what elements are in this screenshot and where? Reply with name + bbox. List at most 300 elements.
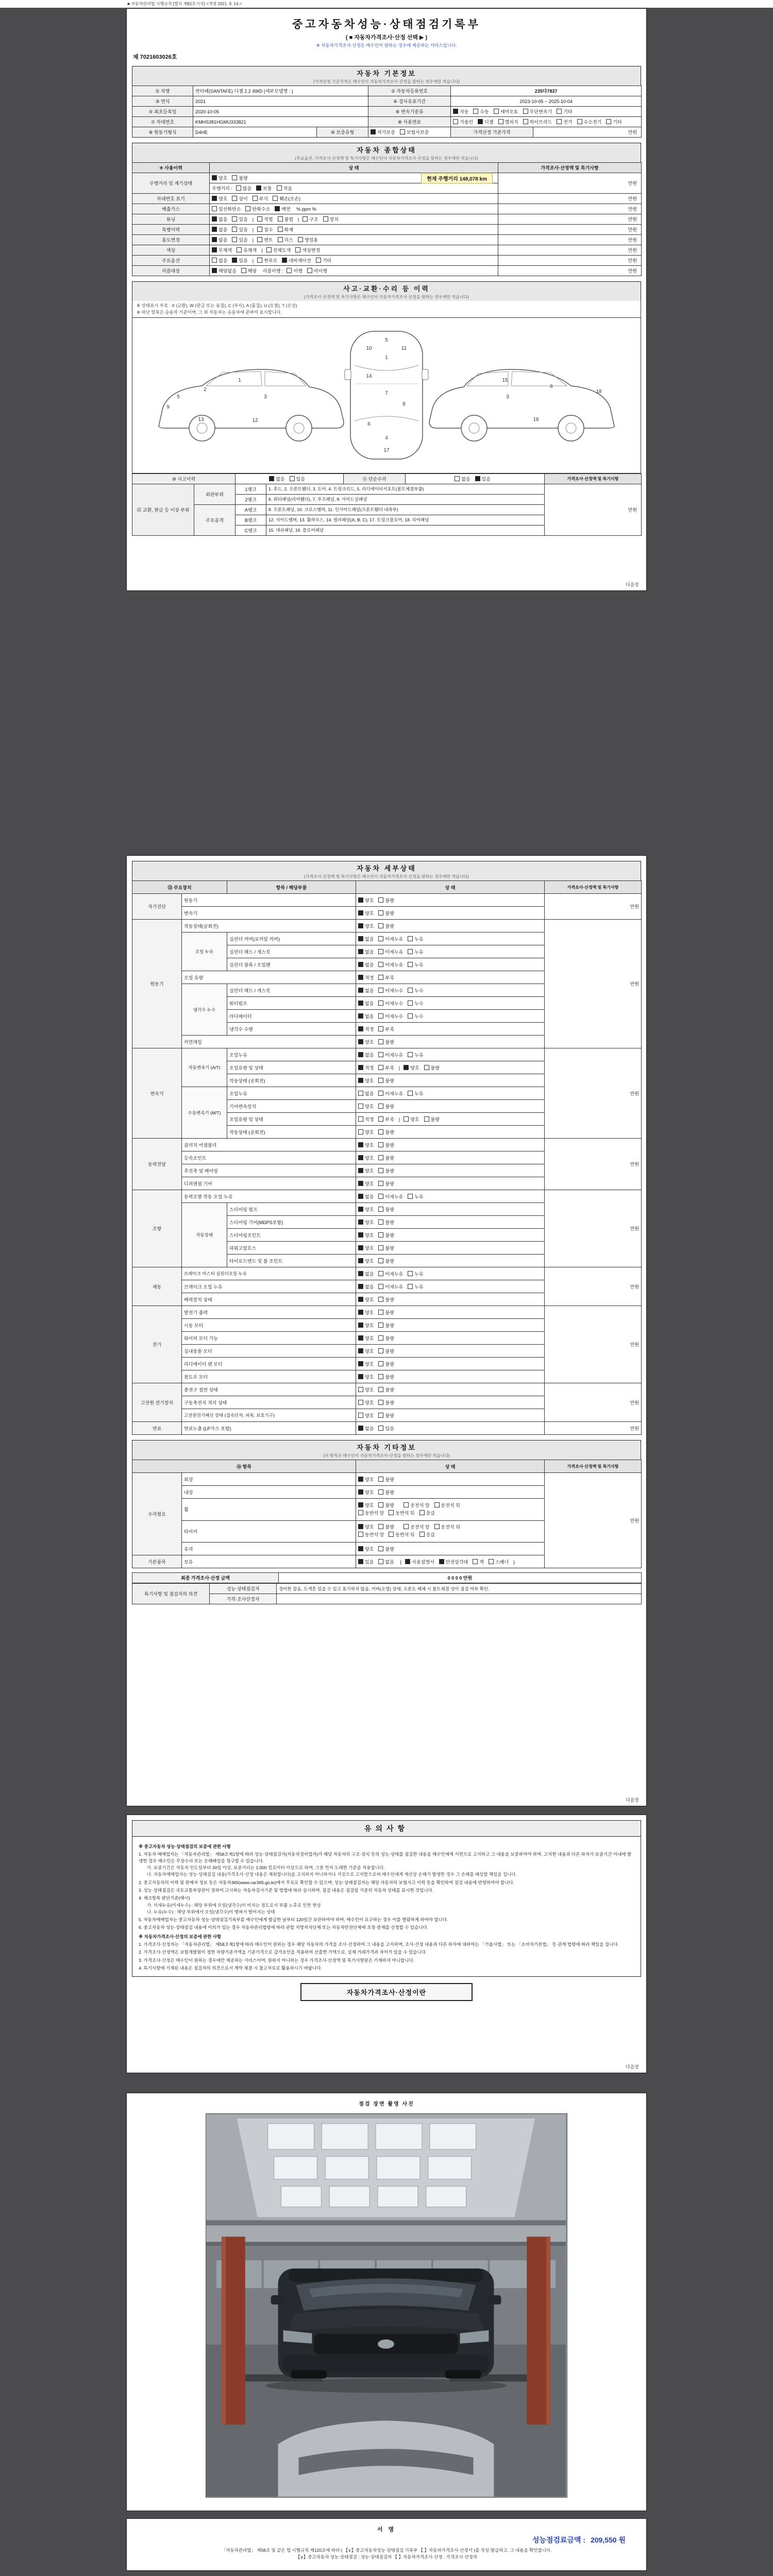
checkbox-적법[interactable]: 적법	[257, 217, 273, 222]
checkbox-미세누수[interactable]: 미세누수	[378, 988, 403, 993]
checkbox-box	[358, 1065, 363, 1070]
checkbox-양호[interactable]: 양호	[358, 1477, 374, 1482]
label-final-price: 최종 가격조사·산정 금액	[132, 1573, 279, 1583]
checkbox-box	[212, 237, 217, 242]
checkbox-기타[interactable]: 기타	[557, 109, 572, 114]
checkbox-box	[232, 237, 237, 242]
checkbox-양호[interactable]: 양호	[358, 1413, 374, 1418]
checkbox-양호[interactable]: 양호	[358, 1168, 374, 1174]
checkbox-자가보증[interactable]: 자가보증	[371, 130, 395, 135]
checkbox-해당없음[interactable]: 해당없음	[212, 268, 237, 274]
table-row	[132, 484, 642, 494]
label-mileage: 주행거리 및 계기상태	[132, 173, 210, 194]
price-survey-info-button[interactable]: 자동차가격조사·산정이란	[300, 1983, 473, 2001]
checkbox-양호[interactable]: 양호	[358, 1233, 374, 1238]
cell: 가격조사·산정액 및 특기사항	[545, 881, 642, 894]
notice-line: 가. 미세누유(미세누수) : 해당 부위에 오일(냉각수)이 비치는 정도로서 부품 노후로 인한 현상	[147, 1902, 321, 1908]
checkbox-운전석 앞[interactable]: 운전석 앞	[404, 1503, 429, 1508]
cell: 연료	[132, 1422, 182, 1435]
checkbox-box	[404, 1116, 409, 1122]
checkbox-불량[interactable]: 불량	[378, 1323, 394, 1328]
checkbox-box	[378, 975, 383, 980]
cell: 자동변속기 (A/T)	[182, 1048, 227, 1087]
checkbox-box	[212, 258, 217, 263]
cell: 추진축 및 베어링	[182, 1164, 356, 1177]
car-diagram-svg	[144, 320, 629, 469]
checkbox-누유[interactable]: 누유	[408, 1053, 423, 1058]
checkbox-매연[interactable]: 매연	[275, 207, 290, 212]
checkbox-불량[interactable]: 불량	[378, 1130, 394, 1135]
diagram-number-8: 8	[402, 401, 406, 407]
checkbox-없음[interactable]: 없음	[358, 1426, 374, 1431]
checkbox-무채색[interactable]: 무채색	[212, 248, 232, 253]
cell: 변속기	[182, 907, 356, 920]
checkbox-양호[interactable]: 양호	[358, 924, 374, 929]
checkbox-불량[interactable]: 불량	[378, 1490, 394, 1495]
checkbox-미세누유[interactable]: 미세누유	[378, 1053, 403, 1058]
checkbox-불량[interactable]: 불량	[378, 1400, 394, 1405]
checkbox-box	[212, 216, 217, 222]
checkbox-적정[interactable]: 적정	[358, 1117, 374, 1122]
checkbox-불량[interactable]: 불량	[378, 1387, 394, 1393]
checkbox-렌트[interactable]: 렌트	[257, 238, 273, 243]
checkbox-양호[interactable]: 양호	[212, 196, 227, 201]
checkbox-미세누유[interactable]: 미세누유	[378, 1194, 403, 1199]
checkbox-box	[358, 1207, 363, 1212]
label-inspection-period: ④ 검사유효기간	[368, 96, 451, 107]
checkbox-침수[interactable]: 침수	[257, 227, 273, 232]
checkbox-없음[interactable]: 없음	[358, 988, 374, 993]
checkbox-box	[378, 1348, 383, 1353]
checkbox-box	[257, 237, 262, 242]
checkbox-없음[interactable]: 없음	[358, 937, 374, 942]
checkbox-미세누유[interactable]: 미세누유	[378, 937, 403, 942]
cell: 실린더 블록 / 오일팬	[227, 958, 356, 971]
checkbox-전기[interactable]: 전기	[557, 120, 572, 125]
cell: 원동기	[182, 894, 356, 907]
checkbox-없음[interactable]: 없음	[455, 477, 470, 482]
checkbox-없음[interactable]: 없음	[358, 1284, 374, 1290]
checkbox-일산화탄소[interactable]: 일산화탄소	[212, 207, 241, 212]
checkbox-운전석 뒤[interactable]: 운전석 뒤	[434, 1524, 460, 1530]
checkbox-불법[interactable]: 불법	[278, 217, 293, 222]
checkbox-있음[interactable]: 있음	[475, 477, 491, 482]
checkbox-미이행[interactable]: 미이행	[307, 268, 327, 274]
checkbox-불량[interactable]: 불량	[378, 1477, 394, 1482]
checkbox-불량[interactable]: 불량	[378, 1040, 394, 1045]
checkbox-cell	[356, 920, 545, 933]
checkbox-기타[interactable]: 기타	[606, 120, 621, 125]
checkbox-box	[523, 109, 528, 114]
checkbox-box	[358, 1387, 363, 1392]
checkbox-동반석 앞[interactable]: 동반석 앞	[358, 1532, 384, 1537]
checkbox-누유[interactable]: 누유	[408, 1284, 423, 1290]
checkbox-양호[interactable]: 양호	[358, 1524, 374, 1530]
checkbox-cell	[356, 1267, 545, 1280]
checkbox-불량[interactable]: 불량	[378, 1524, 394, 1530]
checkbox-box	[378, 1258, 383, 1263]
checkbox-있음[interactable]: 있음	[358, 1560, 374, 1565]
checkbox-cell	[210, 256, 498, 266]
checkbox-cell	[210, 266, 498, 276]
checkbox-없음[interactable]: 없음	[358, 1001, 374, 1006]
checkbox-양호[interactable]: 양호	[358, 1078, 374, 1083]
checkbox-불량[interactable]: 불량	[378, 1297, 394, 1302]
checkbox-box	[408, 1194, 413, 1199]
cell: A랭크	[236, 504, 266, 515]
checkbox-양호[interactable]: 양호	[358, 1490, 374, 1495]
checkbox-양호[interactable]: 양호	[358, 1207, 374, 1212]
checkbox-동반석 뒤[interactable]: 동반석 뒤	[389, 1532, 414, 1537]
checkbox-네비게이션[interactable]: 네비게이션	[282, 258, 311, 263]
checkbox-양호[interactable]: 양호	[404, 1117, 419, 1122]
checkbox-장치[interactable]: 장치	[323, 217, 339, 222]
checkbox-동반석 뒤[interactable]: 동반석 뒤	[389, 1511, 414, 1516]
checkbox-탄화수소[interactable]: 탄화수소	[245, 207, 270, 212]
inspection-fee-value: 209,550 원	[590, 2536, 626, 2544]
checkbox-box	[277, 185, 282, 191]
cell: 주요옵션	[132, 256, 210, 266]
checkbox-하이브리드[interactable]: 하이브리드	[523, 120, 552, 125]
checkbox-가솔린[interactable]: 가솔린	[453, 120, 473, 125]
checkbox-미세누수[interactable]: 미세누수	[378, 1014, 403, 1019]
checkbox-유채색[interactable]: 유채색	[237, 248, 257, 253]
cell: 동력전달	[132, 1139, 182, 1190]
checkbox-양호[interactable]: 양호	[358, 1336, 374, 1341]
checkbox-box	[378, 1335, 383, 1341]
checkbox-불량[interactable]: 불량	[378, 898, 394, 903]
cell: 오일유량 및 상태	[227, 1061, 356, 1074]
checkbox-양호[interactable]: 양호	[358, 1400, 374, 1405]
checkbox-전체도색[interactable]: 전체도색	[266, 248, 291, 253]
cell: 원동기	[132, 920, 182, 1048]
checkbox-양호[interactable]: 양호	[358, 1387, 374, 1393]
table-row	[132, 266, 642, 276]
checkbox-양호[interactable]: 양호	[358, 1362, 374, 1367]
table-row	[132, 127, 642, 138]
checkbox-불량[interactable]: 불량	[378, 924, 394, 929]
checkbox-불량[interactable]: 불량	[378, 1220, 394, 1225]
cell: 조향	[132, 1190, 182, 1267]
checkbox-box	[358, 1219, 363, 1225]
checkbox-화재[interactable]: 화재	[278, 227, 293, 232]
checkbox-box	[358, 1052, 363, 1057]
checkbox-양호[interactable]: 양호	[358, 1156, 374, 1161]
checkbox-미세누유[interactable]: 미세누유	[378, 1091, 403, 1096]
checkbox-적정[interactable]: 적정	[358, 975, 374, 980]
checkbox-색상변경[interactable]: 색상변경	[295, 248, 320, 253]
checkbox-응급[interactable]: 응급	[419, 1511, 435, 1516]
checkbox-부족[interactable]: 부족	[378, 1117, 394, 1122]
checkbox-동반석 앞[interactable]: 동반석 앞	[358, 1511, 384, 1516]
checkbox-누유[interactable]: 누유	[408, 1272, 423, 1277]
notice-body	[132, 1837, 641, 1977]
checkbox-적정[interactable]: 적정	[358, 1065, 374, 1071]
checkbox-양호[interactable]: 양호	[358, 1349, 374, 1354]
checkbox-무단변속기[interactable]: 무단변속기	[523, 109, 552, 114]
checkbox-없음[interactable]: 없음	[358, 1091, 374, 1096]
cell: 특별이력	[132, 225, 210, 235]
checkbox-box	[473, 1559, 478, 1564]
checkbox-box	[316, 258, 321, 263]
checkbox-많음[interactable]: 많음	[236, 186, 251, 191]
car-below	[278, 2420, 494, 2497]
checkbox-box	[378, 1426, 383, 1431]
cell: 성능·상태점검자	[210, 1584, 277, 1594]
checkbox-불량[interactable]: 불량	[378, 1362, 394, 1367]
checkbox-없음[interactable]: 없음	[212, 217, 227, 222]
checkbox-보험사보증[interactable]: 보험사보증	[400, 130, 429, 135]
checkbox-cell	[356, 1177, 545, 1190]
checkbox-cell	[356, 1023, 545, 1036]
checkbox-불량[interactable]: 불량	[378, 1156, 394, 1161]
diagram-number-7: 7	[385, 390, 388, 396]
checkbox-cell	[356, 1151, 545, 1164]
checkbox-누유[interactable]: 누유	[408, 937, 423, 942]
checkbox-누수[interactable]: 누수	[408, 1001, 423, 1006]
checkbox-없음[interactable]: 없음	[358, 950, 374, 955]
checkbox-box	[378, 1091, 383, 1096]
checkbox-box	[419, 1532, 425, 1537]
checkbox-없음[interactable]: 없음	[212, 227, 227, 232]
notice-line: 가. 보증기간은 자동차 인도일부터 30일 이상, 보증거리는 2,000 킬로미터 이상으로 하며, 그중 먼저 도래한 기준을 적용합니다.	[147, 1865, 385, 1870]
checkbox-box	[378, 1232, 383, 1238]
cell: 만원	[498, 245, 642, 256]
checkbox-box	[358, 1168, 363, 1173]
checkbox-적정[interactable]: 적정	[358, 1027, 374, 1032]
checkbox-없음[interactable]: 없음	[358, 1014, 374, 1019]
checkbox-box	[358, 1502, 363, 1507]
checkbox-양호[interactable]: 양호	[358, 1246, 374, 1251]
checkbox-불량[interactable]: 불량	[378, 1349, 394, 1354]
checkbox-썬루프[interactable]: 썬루프	[257, 258, 277, 263]
checkbox-자동[interactable]: 자동	[453, 109, 468, 114]
checkbox-없음[interactable]: 없음	[358, 962, 374, 968]
checkbox-불량[interactable]: 불량	[378, 1168, 394, 1174]
checkbox-불량[interactable]: 불량	[378, 1413, 394, 1418]
checkbox-양호[interactable]: 양호	[358, 898, 374, 903]
checkbox-불량[interactable]: 불량	[378, 1143, 394, 1148]
checkbox-수동[interactable]: 수동	[473, 109, 489, 114]
checkbox-있음[interactable]: 있음	[378, 1426, 394, 1431]
checkbox-불량[interactable]: 불량	[378, 1259, 394, 1264]
cell: 1. 후드, 2. 프론트휀더, 3. 도어, 4. 트렁크리드, 5. 라디에이터서포트(볼트체결부품)	[266, 484, 545, 494]
cell: 만원	[545, 1306, 642, 1383]
checkbox-box	[419, 1510, 425, 1515]
checkbox-기타[interactable]: 기타	[316, 258, 331, 263]
checkbox-box	[378, 1168, 383, 1173]
table-row	[132, 173, 642, 183]
checkbox-부족[interactable]: 부족	[378, 1027, 394, 1032]
checkbox-양호[interactable]: 양호	[358, 1143, 374, 1148]
checkbox-불량[interactable]: 불량	[424, 1117, 440, 1122]
checkbox-응급[interactable]: 응급	[419, 1532, 435, 1537]
checkbox-양호[interactable]: 양호	[358, 1503, 374, 1508]
checkbox-없음[interactable]: 없음	[358, 1194, 374, 1199]
checkbox-누유[interactable]: 누유	[408, 1194, 423, 1199]
checkbox-미세누유[interactable]: 미세누유	[378, 1272, 403, 1277]
checkbox-훼손(오손)[interactable]: 훼손(오손)	[273, 196, 300, 201]
checkbox-부족[interactable]: 부족	[378, 975, 394, 980]
checkbox-불량[interactable]: 불량	[424, 1065, 440, 1071]
next-page-label[interactable]: 다음장	[625, 582, 639, 587]
label-transmission: ⑥ 변속기종류	[368, 107, 451, 117]
checkbox-미세누유[interactable]: 미세누유	[378, 1284, 403, 1290]
checkbox-적음[interactable]: 적음	[277, 186, 292, 191]
checkbox-있음[interactable]: 있음	[232, 238, 247, 243]
checkbox-box	[358, 1546, 363, 1551]
cell: 항목 / 해당부품	[227, 881, 356, 894]
cell: C랭크	[236, 525, 266, 535]
checkbox-cell	[356, 1048, 545, 1061]
checkbox-box	[389, 1510, 394, 1515]
checkbox-box	[358, 1155, 363, 1160]
checkbox-리스[interactable]: 리스	[278, 238, 293, 243]
cell: 9. 프론트패널, 10. 크로스멤버, 11. 인사이드패널(프론트휀더 내측부)	[266, 504, 545, 515]
checkbox-영업용[interactable]: 영업용	[298, 238, 318, 243]
checkbox-box	[378, 897, 383, 903]
checkbox-운전석 뒤[interactable]: 운전석 뒤	[434, 1503, 460, 1508]
checkbox-있음[interactable]: 있음	[232, 227, 247, 232]
checkbox-스패너[interactable]: 스패너	[489, 1560, 509, 1565]
checkbox-cell	[356, 1010, 545, 1023]
cell: 외판부위	[194, 484, 236, 504]
suv-on-lift	[271, 2268, 501, 2378]
checkbox-없음[interactable]: 없음	[378, 1560, 394, 1565]
checkbox-box	[378, 949, 383, 954]
checkbox-양호[interactable]: 양호	[358, 1040, 374, 1045]
checkbox-있음[interactable]: 있음	[290, 477, 305, 482]
checkbox-디젤[interactable]: 디젤	[478, 120, 493, 125]
checkbox-box	[358, 1013, 363, 1019]
checkbox-양호[interactable]: 양호	[212, 176, 227, 181]
checkbox-운전석 앞[interactable]: 운전석 앞	[404, 1524, 429, 1530]
checkbox-불량[interactable]: 불량	[378, 1078, 394, 1083]
checkbox-양호[interactable]: 양호	[358, 1130, 374, 1135]
checkbox-수소전기[interactable]: 수소전기	[577, 120, 602, 125]
checkbox-양호[interactable]: 양호	[358, 1323, 374, 1328]
checkbox-box	[378, 1194, 383, 1199]
checkbox-box	[389, 1532, 394, 1537]
checkbox-box	[408, 1091, 413, 1096]
checkbox-보통[interactable]: 보통	[256, 186, 272, 191]
checkbox-불량[interactable]: 불량	[378, 911, 394, 916]
checkbox-양호[interactable]: 양호	[358, 911, 374, 916]
checkbox-box	[378, 1284, 383, 1289]
checkbox-있음[interactable]: 있음	[232, 258, 247, 263]
checkbox-box	[358, 1091, 363, 1096]
table-row	[132, 1306, 642, 1319]
table-row	[132, 1139, 642, 1151]
detailed-condition-table	[132, 880, 642, 1435]
checkbox-구조[interactable]: 구조	[303, 217, 318, 222]
checkbox-box	[212, 196, 217, 201]
checkbox-불량[interactable]: 불량	[378, 1503, 394, 1508]
checkbox-양호[interactable]: 양호	[358, 1104, 374, 1109]
checkbox-안전삼각대[interactable]: 안전삼각대	[439, 1560, 468, 1565]
checkbox-양호[interactable]: 양호	[358, 1310, 374, 1315]
checkbox-엘피지[interactable]: 엘피지	[498, 120, 518, 125]
checkbox-양호[interactable]: 양호	[358, 1220, 374, 1225]
checkbox-사용설명서[interactable]: 사용설명서	[405, 1560, 434, 1565]
checkbox-없음[interactable]: 없음	[212, 238, 227, 243]
inspection-fee	[132, 2535, 626, 2545]
checkbox-미세누수[interactable]: 미세누수	[378, 1001, 403, 1006]
checkbox-box	[323, 216, 328, 222]
checkbox-box	[378, 1559, 383, 1564]
checkbox-불량[interactable]: 불량	[378, 1207, 394, 1212]
checkbox-누유[interactable]: 누유	[408, 950, 423, 955]
notice-line: 1. 자동차 매매업자는 「자동차관리법」 제58조제1항에 따라 성능·상태점검자(자동차정비업자)가 해당 자동차의 구조·장치 등의 성능·상태를 점검한 내용을 매수인에게 서면으로 고지하고 그 내용을 보증하여야 하며, 고지한 내용과 다른 하자가 보증기간 이내에 발생한 경우 매수인은 무상수리 또는 손해배상을 청구할 수 있습니다.	[139, 1852, 632, 1863]
checkbox-불량[interactable]: 불량	[378, 1233, 394, 1238]
cell: 배출가스	[132, 204, 210, 214]
checkbox-불량[interactable]: 불량	[232, 176, 247, 181]
checkbox-불량[interactable]: 불량	[378, 1104, 394, 1109]
checkbox-box	[212, 206, 217, 211]
checkbox-누유[interactable]: 누유	[408, 1091, 423, 1096]
text: |	[398, 1116, 400, 1122]
checkbox-세미오토[interactable]: 세미오토	[494, 109, 518, 114]
checkbox-미세누유[interactable]: 미세누유	[378, 962, 403, 968]
checkbox-불량[interactable]: 불량	[378, 1336, 394, 1341]
checkbox-있음[interactable]: 있음	[232, 217, 247, 222]
checkbox-cell	[356, 1126, 545, 1139]
next-page-label[interactable]: 다음장	[625, 1798, 639, 1803]
text	[399, 1503, 400, 1508]
checkbox-cell	[356, 1280, 545, 1293]
inspector-opinion-table	[132, 1583, 642, 1604]
checkbox-불량[interactable]: 불량	[378, 1547, 394, 1552]
checkbox-box	[408, 949, 413, 954]
checkbox-양호[interactable]: 양호	[358, 1259, 374, 1264]
notice-line: 6. 중고자동차 성능·상태점검 내용에 이의가 있는 경우 자동차관리법령에 따라 관할 지방자치단체 또는 자동차안전단체에 조정·중재를 신청할 수 있습니다.	[139, 1925, 428, 1930]
checkbox-불량[interactable]: 불량	[378, 1310, 394, 1315]
section-comp-title: 자동차 종합상태	[357, 146, 416, 154]
checkbox-양호[interactable]: 양호	[358, 1375, 374, 1380]
checkbox-누수[interactable]: 누수	[408, 1014, 423, 1019]
notice-line: 2. 중고자동차의 이력 및 판매자 정보 등은 자동차365(www.car365.go.kr)에서 무료로 확인할 수 있으며, 성능·상태점검자는 해당 자동차의 보험사고 이력 등을 확인하여 점검 내용에 반영하여야 합니다.	[139, 1879, 514, 1885]
text: |	[297, 217, 299, 222]
table-row	[132, 894, 642, 907]
checkbox-잭[interactable]: 잭	[473, 1560, 484, 1565]
checkbox-누유[interactable]: 누유	[408, 962, 423, 968]
checkbox-양호[interactable]: 양호	[358, 1181, 374, 1187]
checkbox-양호[interactable]: 양호	[358, 1297, 374, 1302]
checkbox-box	[275, 206, 280, 211]
checkbox-해당[interactable]: 해당	[241, 268, 257, 274]
cell: 6. 쿼터패널(리어휀더), 7. 루프패널, 8. 사이드실패널	[266, 494, 545, 504]
section-basic-note: (가격산정 기준가격은 매수인이 자동차가격조사·산정을 원하는 경우에만 적습니다)	[313, 79, 460, 84]
checkbox-box	[358, 1297, 363, 1302]
checkbox-미세누유[interactable]: 미세누유	[378, 950, 403, 955]
checkbox-양호[interactable]: 양호	[358, 1547, 374, 1552]
checkbox-없음[interactable]: 없음	[269, 477, 284, 482]
checkbox-부족[interactable]: 부족	[378, 1065, 394, 1071]
checkbox-없음[interactable]: 없음	[358, 1053, 374, 1058]
checkbox-불량[interactable]: 불량	[378, 1246, 394, 1251]
checkbox-양호[interactable]: 양호	[404, 1065, 419, 1071]
checkbox-상이[interactable]: 상이	[232, 196, 247, 201]
checkbox-부식[interactable]: 부식	[253, 196, 268, 201]
checkbox-box	[358, 1078, 363, 1083]
next-page-label[interactable]: 다음장	[625, 2064, 639, 2070]
checkbox-없음[interactable]: 없음	[358, 1272, 374, 1277]
checkbox-없음[interactable]: 없음	[212, 258, 227, 263]
checkbox-불량[interactable]: 불량	[378, 1181, 394, 1187]
checkbox-불량[interactable]: 불량	[378, 1375, 394, 1380]
checkbox-누수[interactable]: 누수	[408, 988, 423, 993]
checkbox-이행[interactable]: 이행	[287, 268, 302, 274]
